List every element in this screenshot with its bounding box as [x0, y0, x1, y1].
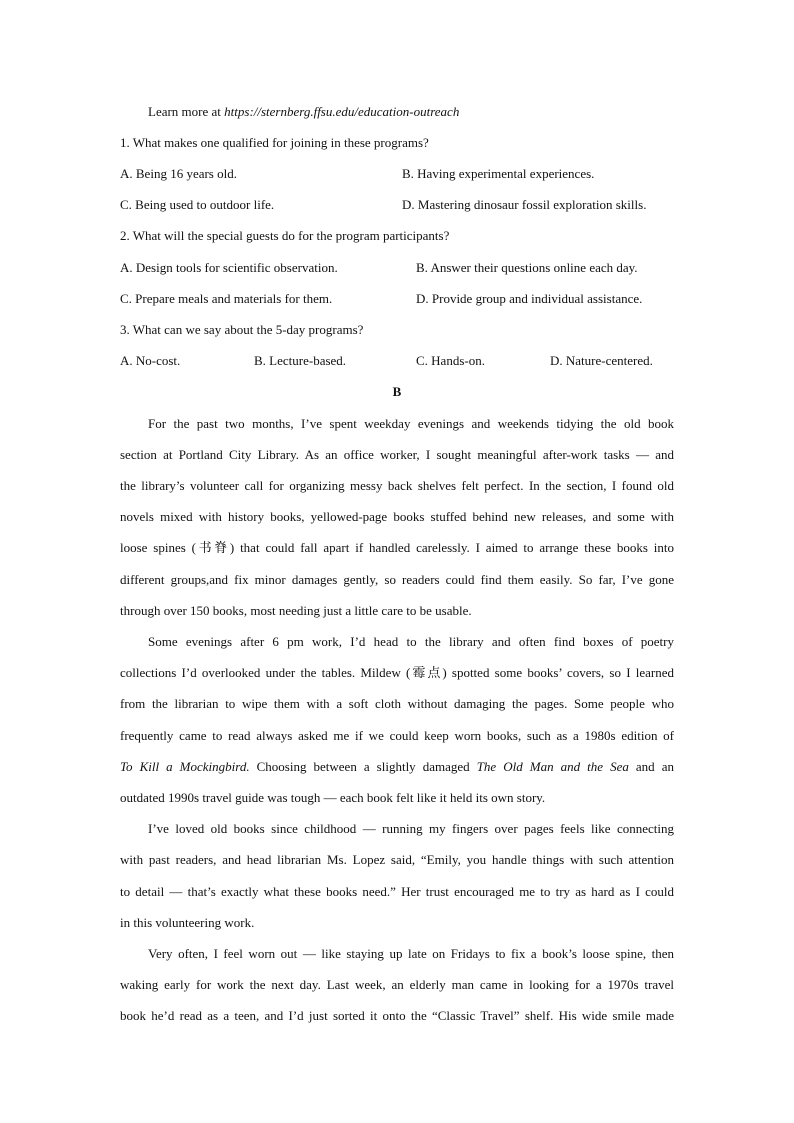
- paragraph-line: in this volunteering work.: [120, 915, 255, 930]
- paragraph-line: with past readers, and head librarian Ms. Lopez said, “Emily, you handle things with such attention: [120, 852, 674, 867]
- paragraph-line: collections I’d overlooked under the tables. Mildew (霉点) spotted some books’ covers, so I learned: [120, 665, 674, 680]
- paragraph-line: Some evenings after 6 pm work, I’d head to the library and often find boxes of poetry: [148, 634, 674, 649]
- question-3-option-c: C. Hands-on.: [416, 353, 485, 368]
- book-title-mockingbird: To Kill a Mockingbird.: [120, 759, 250, 774]
- question-1-option-c: C. Being used to outdoor life.: [120, 197, 275, 212]
- paragraph-line: the library’s volunteer call for organizing messy back shelves felt perfect. In the section, I found old: [120, 478, 674, 493]
- paragraph-text: and an: [628, 759, 674, 774]
- learn-more-line: [148, 103, 459, 121]
- learn-more-prefix: Learn more at: [148, 104, 225, 119]
- exam-page: [120, 0, 674, 1123]
- question-2-stem: 2. What will the special guests do for the program participants?: [120, 228, 450, 243]
- paragraph-line: to detail — that’s exactly what these books need.” Her trust encouraged me to try as hard as I could: [120, 884, 674, 899]
- paragraph-line: outdated 1990s travel guide was tough — each book felt like it held its own story.: [120, 790, 546, 805]
- paragraph-line: waking early for work the next day. Last week, an elderly man came in looking for a 1970s travel: [120, 977, 674, 992]
- question-3-option-d: D. Nature-centered.: [550, 353, 653, 368]
- question-1-option-a: A. Being 16 years old.: [120, 166, 237, 181]
- paragraph-line: novels mixed with history books, yellowed-page books stuffed behind new releases, and some with: [120, 509, 674, 524]
- question-3-option-b: B. Lecture-based.: [254, 353, 347, 368]
- paragraph-line: I’ve loved old books since childhood — running my fingers over pages feels like connecting: [148, 821, 674, 836]
- question-2-option-b: B. Answer their questions online each day.: [416, 260, 638, 275]
- paragraph-line: through over 150 books, most needing just a little care to be usable.: [120, 603, 472, 618]
- section-heading: B: [392, 384, 402, 399]
- paragraph-line: from the librarian to wipe them with a soft cloth without damaging the pages. Some people who: [120, 696, 674, 711]
- question-3-option-a: A. No-cost.: [120, 353, 181, 368]
- paragraph-line: book he’d read as a teen, and I’d just sorted it onto the “Classic Travel” shelf. His wide smile made: [120, 1008, 674, 1023]
- question-1-option-d: D. Mastering dinosaur fossil exploration skills.: [402, 197, 647, 212]
- paragraph-line: For the past two months, I’ve spent weekday evenings and weekends tidying the old book: [148, 416, 674, 431]
- question-1-option-b: B. Having experimental experiences.: [402, 166, 595, 181]
- learn-more-url: https://sternberg.ffsu.edu/education-outreach: [224, 104, 460, 119]
- question-2-option-d: D. Provide group and individual assistance.: [416, 291, 643, 306]
- paragraph-text: Choosing between a slightly damaged: [249, 759, 477, 774]
- book-title-old-man-sea: The Old Man and the Sea: [476, 759, 629, 774]
- paragraph-line: frequently came to read always asked me if we could keep worn books, such as a 1980s edition of: [120, 728, 674, 743]
- question-3-stem: 3. What can we say about the 5-day programs?: [120, 322, 364, 337]
- question-1-stem: 1. What makes one qualified for joining in these programs?: [120, 135, 429, 150]
- paragraph-line-with-titles: [120, 758, 674, 776]
- paragraph-line: Very often, I feel worn out — like staying up late on Fridays to fix a book’s loose spine, then: [148, 946, 674, 961]
- question-2-option-a: A. Design tools for scientific observation.: [120, 260, 338, 275]
- paragraph-line: loose spines (书脊) that could fall apart if handled carelessly. I aimed to arrange these books into: [120, 540, 674, 555]
- paragraph-line: section at Portland City Library. As an office worker, I sought meaningful after-work tasks — and: [120, 447, 674, 462]
- paragraph-line: different groups,and fix minor damages gently, so readers could find them easily. So far, I’ve gone: [120, 572, 674, 587]
- question-2-option-c: C. Prepare meals and materials for them.: [120, 291, 333, 306]
